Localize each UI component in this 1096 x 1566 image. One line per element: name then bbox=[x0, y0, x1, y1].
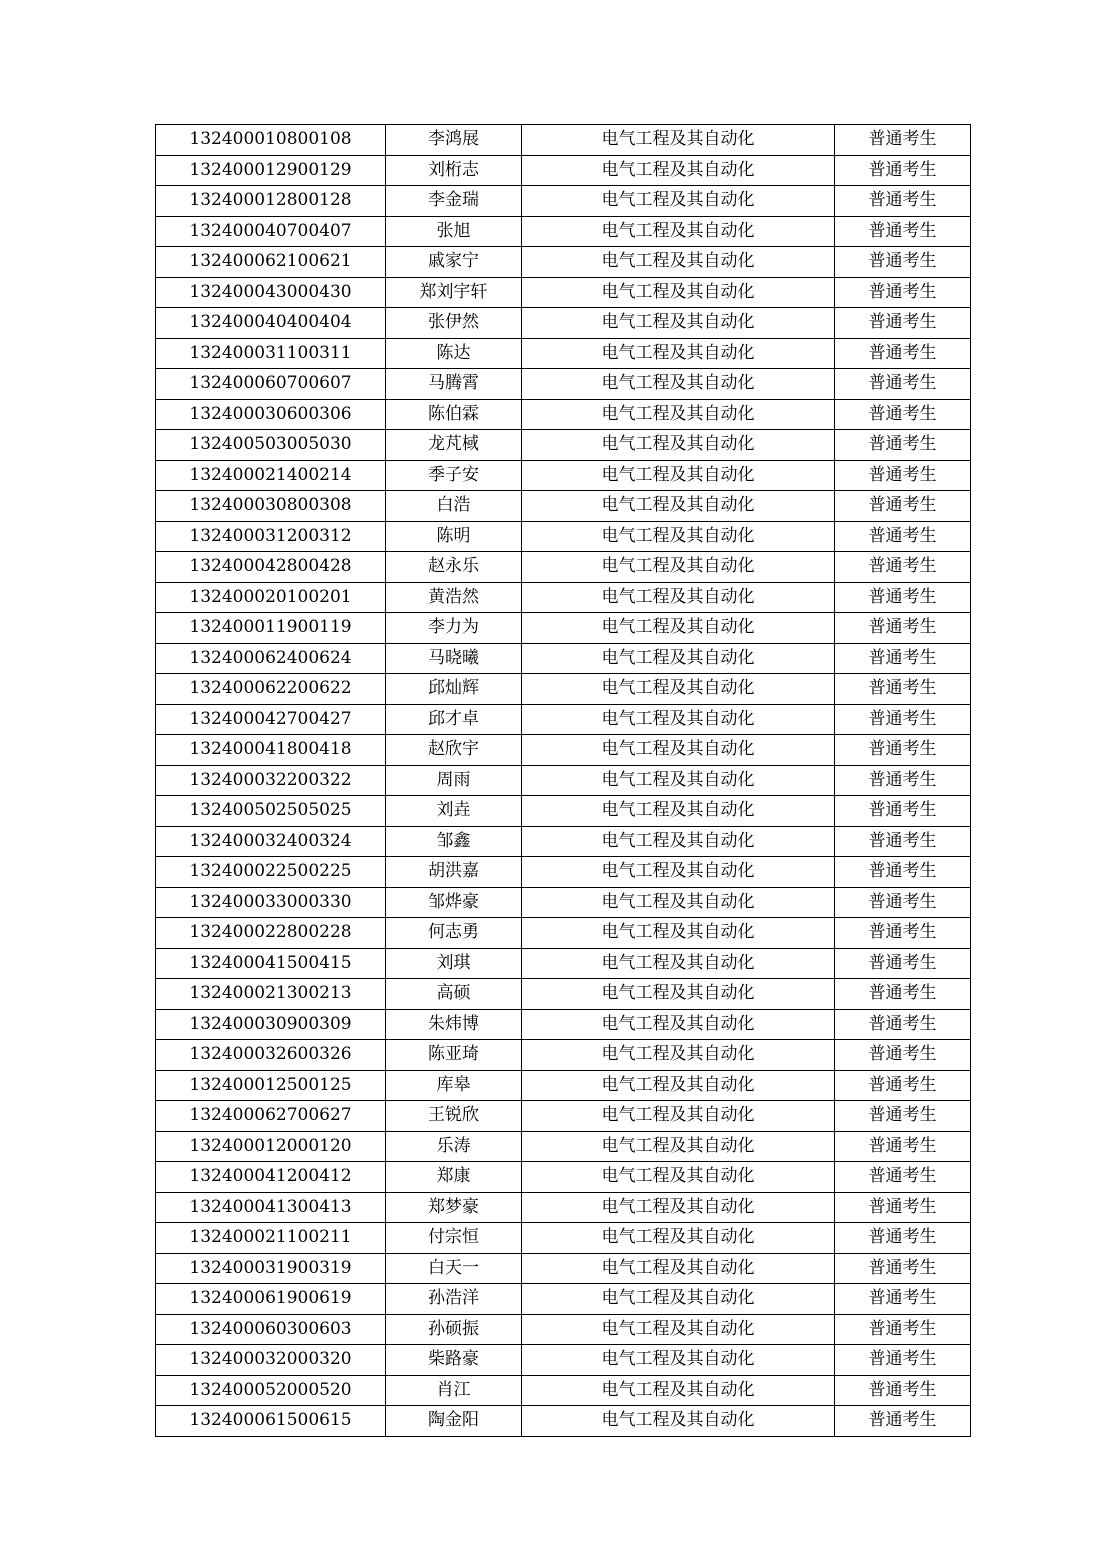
category-cell: 普通考生 bbox=[835, 1162, 971, 1193]
candidate-id-cell: 132400040700407 bbox=[156, 216, 386, 247]
candidate-name-cell: 孙浩洋 bbox=[386, 1284, 522, 1315]
category-cell: 普通考生 bbox=[835, 491, 971, 522]
table-row bbox=[156, 277, 971, 308]
major-cell: 电气工程及其自动化 bbox=[522, 735, 835, 766]
candidate-name-cell: 李鸿展 bbox=[386, 125, 522, 156]
major-cell: 电气工程及其自动化 bbox=[522, 552, 835, 583]
table-row bbox=[156, 1040, 971, 1071]
category-cell: 普通考生 bbox=[835, 613, 971, 644]
table-row bbox=[156, 186, 971, 217]
table-row bbox=[156, 1070, 971, 1101]
candidate-id-cell: 132400030800308 bbox=[156, 491, 386, 522]
major-cell: 电气工程及其自动化 bbox=[522, 1162, 835, 1193]
candidate-id-cell: 132400030900309 bbox=[156, 1009, 386, 1040]
candidate-id-cell: 132400031100311 bbox=[156, 338, 386, 369]
candidate-name-cell: 付宗恒 bbox=[386, 1223, 522, 1254]
candidate-name-cell: 柴路豪 bbox=[386, 1345, 522, 1376]
candidate-name-cell: 刘桁志 bbox=[386, 155, 522, 186]
table-row bbox=[156, 399, 971, 430]
table-row bbox=[156, 948, 971, 979]
table-row bbox=[156, 613, 971, 644]
candidate-id-cell: 132400042700427 bbox=[156, 704, 386, 735]
major-cell: 电气工程及其自动化 bbox=[522, 216, 835, 247]
category-cell: 普通考生 bbox=[835, 979, 971, 1010]
candidate-id-cell: 132400043000430 bbox=[156, 277, 386, 308]
table-row bbox=[156, 1223, 971, 1254]
category-cell: 普通考生 bbox=[835, 369, 971, 400]
table-row bbox=[156, 308, 971, 339]
candidate-id-cell: 132400010800108 bbox=[156, 125, 386, 156]
category-cell: 普通考生 bbox=[835, 735, 971, 766]
candidate-id-cell: 132400022800228 bbox=[156, 918, 386, 949]
candidate-name-cell: 肖江 bbox=[386, 1375, 522, 1406]
category-cell: 普通考生 bbox=[835, 948, 971, 979]
candidate-name-cell: 王锐欣 bbox=[386, 1101, 522, 1132]
major-cell: 电气工程及其自动化 bbox=[522, 1040, 835, 1071]
table-row bbox=[156, 765, 971, 796]
major-cell: 电气工程及其自动化 bbox=[522, 125, 835, 156]
major-cell: 电气工程及其自动化 bbox=[522, 918, 835, 949]
category-cell: 普通考生 bbox=[835, 643, 971, 674]
candidate-name-cell: 郑康 bbox=[386, 1162, 522, 1193]
major-cell: 电气工程及其自动化 bbox=[522, 613, 835, 644]
candidate-id-cell: 132400061500615 bbox=[156, 1406, 386, 1437]
category-cell: 普通考生 bbox=[835, 1345, 971, 1376]
candidate-id-cell: 132400041300413 bbox=[156, 1192, 386, 1223]
candidate-id-cell: 132400032400324 bbox=[156, 826, 386, 857]
candidate-id-cell: 132400060700607 bbox=[156, 369, 386, 400]
major-cell: 电气工程及其自动化 bbox=[522, 1131, 835, 1162]
table-row bbox=[156, 247, 971, 278]
category-cell: 普通考生 bbox=[835, 460, 971, 491]
table-row bbox=[156, 582, 971, 613]
category-cell: 普通考生 bbox=[835, 399, 971, 430]
candidate-id-cell: 132400041200412 bbox=[156, 1162, 386, 1193]
category-cell: 普通考生 bbox=[835, 1131, 971, 1162]
category-cell: 普通考生 bbox=[835, 796, 971, 827]
candidate-id-cell: 132400032000320 bbox=[156, 1345, 386, 1376]
category-cell: 普通考生 bbox=[835, 338, 971, 369]
major-cell: 电气工程及其自动化 bbox=[522, 1375, 835, 1406]
major-cell: 电气工程及其自动化 bbox=[522, 1192, 835, 1223]
major-cell: 电气工程及其自动化 bbox=[522, 857, 835, 888]
candidate-name-cell: 戚家宁 bbox=[386, 247, 522, 278]
candidate-name-cell: 马腾霄 bbox=[386, 369, 522, 400]
table-row bbox=[156, 1314, 971, 1345]
table-row bbox=[156, 1192, 971, 1223]
candidate-name-cell: 邱灿辉 bbox=[386, 674, 522, 705]
candidate-id-cell: 132400021300213 bbox=[156, 979, 386, 1010]
candidate-id-cell: 132400012800128 bbox=[156, 186, 386, 217]
table-row bbox=[156, 1101, 971, 1132]
candidate-name-cell: 邱才卓 bbox=[386, 704, 522, 735]
candidate-name-cell: 郑刘宇轩 bbox=[386, 277, 522, 308]
category-cell: 普通考生 bbox=[835, 1253, 971, 1284]
major-cell: 电气工程及其自动化 bbox=[522, 582, 835, 613]
category-cell: 普通考生 bbox=[835, 857, 971, 888]
category-cell: 普通考生 bbox=[835, 1406, 971, 1437]
category-cell: 普通考生 bbox=[835, 155, 971, 186]
candidate-id-cell: 132400011900119 bbox=[156, 613, 386, 644]
candidate-name-cell: 季子安 bbox=[386, 460, 522, 491]
candidate-name-cell: 乐涛 bbox=[386, 1131, 522, 1162]
category-cell: 普通考生 bbox=[835, 1101, 971, 1132]
table-row bbox=[156, 125, 971, 156]
candidate-name-cell: 高硕 bbox=[386, 979, 522, 1010]
candidate-id-cell: 132400062400624 bbox=[156, 643, 386, 674]
candidate-name-cell: 刘垚 bbox=[386, 796, 522, 827]
major-cell: 电气工程及其自动化 bbox=[522, 1009, 835, 1040]
table-row bbox=[156, 704, 971, 735]
category-cell: 普通考生 bbox=[835, 1192, 971, 1223]
candidate-id-cell: 132400031200312 bbox=[156, 521, 386, 552]
table-row bbox=[156, 1162, 971, 1193]
major-cell: 电气工程及其自动化 bbox=[522, 521, 835, 552]
major-cell: 电气工程及其自动化 bbox=[522, 704, 835, 735]
candidate-name-cell: 何志勇 bbox=[386, 918, 522, 949]
candidate-name-cell: 胡洪嘉 bbox=[386, 857, 522, 888]
table-row bbox=[156, 1375, 971, 1406]
candidate-id-cell: 132400041800418 bbox=[156, 735, 386, 766]
category-cell: 普通考生 bbox=[835, 887, 971, 918]
candidate-name-cell: 周雨 bbox=[386, 765, 522, 796]
candidate-name-cell: 赵欣宇 bbox=[386, 735, 522, 766]
major-cell: 电气工程及其自动化 bbox=[522, 674, 835, 705]
candidate-name-cell: 陈明 bbox=[386, 521, 522, 552]
table-row bbox=[156, 369, 971, 400]
major-cell: 电气工程及其自动化 bbox=[522, 186, 835, 217]
table-row bbox=[156, 857, 971, 888]
candidate-id-cell: 132400061900619 bbox=[156, 1284, 386, 1315]
candidate-id-cell: 132400012500125 bbox=[156, 1070, 386, 1101]
candidate-name-cell: 龙芃棫 bbox=[386, 430, 522, 461]
candidate-name-cell: 朱炜博 bbox=[386, 1009, 522, 1040]
candidate-id-cell: 132400012000120 bbox=[156, 1131, 386, 1162]
candidate-id-cell: 132400012900129 bbox=[156, 155, 386, 186]
category-cell: 普通考生 bbox=[835, 125, 971, 156]
candidate-name-cell: 孙硕振 bbox=[386, 1314, 522, 1345]
table-row bbox=[156, 1406, 971, 1437]
candidate-name-cell: 邹鑫 bbox=[386, 826, 522, 857]
candidate-id-cell: 132400021400214 bbox=[156, 460, 386, 491]
candidate-name-cell: 张伊然 bbox=[386, 308, 522, 339]
candidate-id-cell: 132400052000520 bbox=[156, 1375, 386, 1406]
candidate-id-cell: 132400041500415 bbox=[156, 948, 386, 979]
table-row bbox=[156, 1131, 971, 1162]
major-cell: 电气工程及其自动化 bbox=[522, 643, 835, 674]
candidate-name-cell: 邹烨豪 bbox=[386, 887, 522, 918]
category-cell: 普通考生 bbox=[835, 1009, 971, 1040]
major-cell: 电气工程及其自动化 bbox=[522, 277, 835, 308]
major-cell: 电气工程及其自动化 bbox=[522, 369, 835, 400]
major-cell: 电气工程及其自动化 bbox=[522, 460, 835, 491]
candidate-id-cell: 132400502505025 bbox=[156, 796, 386, 827]
category-cell: 普通考生 bbox=[835, 247, 971, 278]
major-cell: 电气工程及其自动化 bbox=[522, 1101, 835, 1132]
major-cell: 电气工程及其自动化 bbox=[522, 399, 835, 430]
candidate-id-cell: 132400032200322 bbox=[156, 765, 386, 796]
table-row bbox=[156, 1009, 971, 1040]
candidate-name-cell: 赵永乐 bbox=[386, 552, 522, 583]
table-row bbox=[156, 826, 971, 857]
major-cell: 电气工程及其自动化 bbox=[522, 948, 835, 979]
category-cell: 普通考生 bbox=[835, 1375, 971, 1406]
table-row bbox=[156, 979, 971, 1010]
candidate-id-cell: 132400020100201 bbox=[156, 582, 386, 613]
major-cell: 电气工程及其自动化 bbox=[522, 765, 835, 796]
major-cell: 电气工程及其自动化 bbox=[522, 979, 835, 1010]
major-cell: 电气工程及其自动化 bbox=[522, 1345, 835, 1376]
category-cell: 普通考生 bbox=[835, 216, 971, 247]
table-row bbox=[156, 1284, 971, 1315]
candidate-name-cell: 陶金阳 bbox=[386, 1406, 522, 1437]
table-row bbox=[156, 460, 971, 491]
table-row bbox=[156, 735, 971, 766]
category-cell: 普通考生 bbox=[835, 1070, 971, 1101]
category-cell: 普通考生 bbox=[835, 918, 971, 949]
candidate-id-cell: 132400062700627 bbox=[156, 1101, 386, 1132]
major-cell: 电气工程及其自动化 bbox=[522, 430, 835, 461]
major-cell: 电气工程及其自动化 bbox=[522, 1223, 835, 1254]
category-cell: 普通考生 bbox=[835, 1223, 971, 1254]
candidate-id-cell: 132400030600306 bbox=[156, 399, 386, 430]
table-row bbox=[156, 155, 971, 186]
major-cell: 电气工程及其自动化 bbox=[522, 1253, 835, 1284]
candidate-id-cell: 132400503005030 bbox=[156, 430, 386, 461]
candidate-name-cell: 李力为 bbox=[386, 613, 522, 644]
candidate-name-cell: 白浩 bbox=[386, 491, 522, 522]
table-row bbox=[156, 216, 971, 247]
table-row bbox=[156, 521, 971, 552]
major-cell: 电气工程及其自动化 bbox=[522, 308, 835, 339]
candidate-id-cell: 132400062200622 bbox=[156, 674, 386, 705]
major-cell: 电气工程及其自动化 bbox=[522, 826, 835, 857]
candidate-name-cell: 马晓曦 bbox=[386, 643, 522, 674]
category-cell: 普通考生 bbox=[835, 1284, 971, 1315]
category-cell: 普通考生 bbox=[835, 521, 971, 552]
table-row bbox=[156, 552, 971, 583]
candidate-name-cell: 白天一 bbox=[386, 1253, 522, 1284]
candidate-table-body bbox=[156, 125, 971, 1437]
table-row bbox=[156, 796, 971, 827]
table-row bbox=[156, 918, 971, 949]
category-cell: 普通考生 bbox=[835, 186, 971, 217]
category-cell: 普通考生 bbox=[835, 765, 971, 796]
category-cell: 普通考生 bbox=[835, 704, 971, 735]
category-cell: 普通考生 bbox=[835, 674, 971, 705]
candidate-name-cell: 陈达 bbox=[386, 338, 522, 369]
candidate-name-cell: 黄浩然 bbox=[386, 582, 522, 613]
category-cell: 普通考生 bbox=[835, 430, 971, 461]
candidate-id-cell: 132400031900319 bbox=[156, 1253, 386, 1284]
candidate-name-cell: 库皋 bbox=[386, 1070, 522, 1101]
candidate-id-cell: 132400040400404 bbox=[156, 308, 386, 339]
candidate-id-cell: 132400060300603 bbox=[156, 1314, 386, 1345]
category-cell: 普通考生 bbox=[835, 826, 971, 857]
table-row bbox=[156, 338, 971, 369]
major-cell: 电气工程及其自动化 bbox=[522, 155, 835, 186]
candidate-id-cell: 132400062100621 bbox=[156, 247, 386, 278]
major-cell: 电气工程及其自动化 bbox=[522, 887, 835, 918]
table-row bbox=[156, 887, 971, 918]
candidate-id-cell: 132400033000330 bbox=[156, 887, 386, 918]
category-cell: 普通考生 bbox=[835, 277, 971, 308]
candidate-name-cell: 刘琪 bbox=[386, 948, 522, 979]
candidate-name-cell: 陈亚琦 bbox=[386, 1040, 522, 1071]
category-cell: 普通考生 bbox=[835, 1314, 971, 1345]
major-cell: 电气工程及其自动化 bbox=[522, 1284, 835, 1315]
candidate-name-cell: 张旭 bbox=[386, 216, 522, 247]
candidate-id-cell: 132400032600326 bbox=[156, 1040, 386, 1071]
category-cell: 普通考生 bbox=[835, 1040, 971, 1071]
candidate-id-cell: 132400042800428 bbox=[156, 552, 386, 583]
candidate-id-cell: 132400021100211 bbox=[156, 1223, 386, 1254]
major-cell: 电气工程及其自动化 bbox=[522, 338, 835, 369]
major-cell: 电气工程及其自动化 bbox=[522, 1406, 835, 1437]
major-cell: 电气工程及其自动化 bbox=[522, 796, 835, 827]
candidate-name-cell: 郑梦豪 bbox=[386, 1192, 522, 1223]
table-row bbox=[156, 674, 971, 705]
candidate-id-cell: 132400022500225 bbox=[156, 857, 386, 888]
major-cell: 电气工程及其自动化 bbox=[522, 1314, 835, 1345]
category-cell: 普通考生 bbox=[835, 308, 971, 339]
major-cell: 电气工程及其自动化 bbox=[522, 491, 835, 522]
table-row bbox=[156, 430, 971, 461]
candidate-table bbox=[155, 124, 971, 1437]
candidate-name-cell: 陈伯霖 bbox=[386, 399, 522, 430]
major-cell: 电气工程及其自动化 bbox=[522, 1070, 835, 1101]
category-cell: 普通考生 bbox=[835, 582, 971, 613]
category-cell: 普通考生 bbox=[835, 552, 971, 583]
table-row bbox=[156, 1345, 971, 1376]
table-row bbox=[156, 491, 971, 522]
table-row bbox=[156, 1253, 971, 1284]
table-row bbox=[156, 643, 971, 674]
major-cell: 电气工程及其自动化 bbox=[522, 247, 835, 278]
candidate-name-cell: 李金瑞 bbox=[386, 186, 522, 217]
